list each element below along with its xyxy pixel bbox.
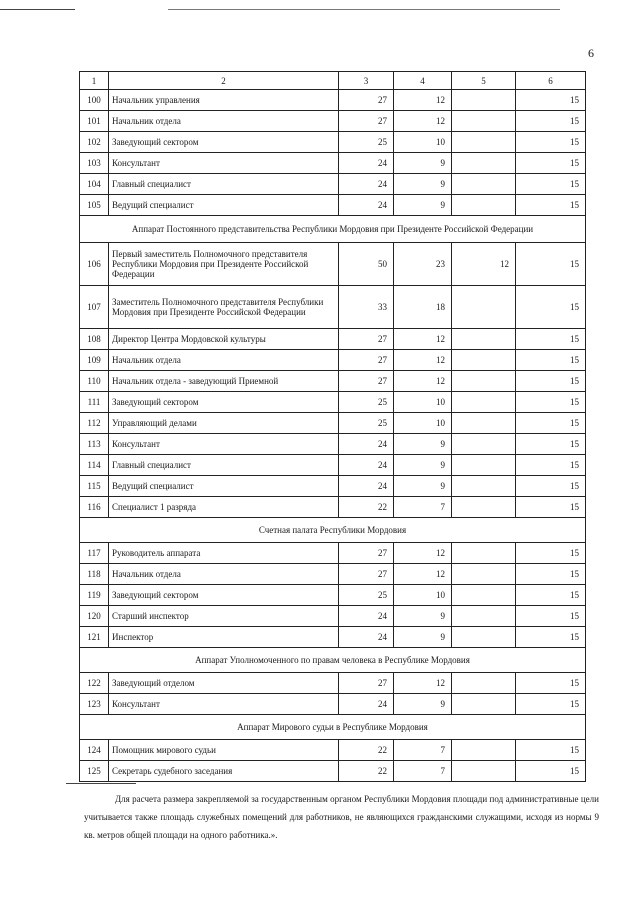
cell-col-3: 22	[339, 761, 394, 782]
cell-col-5: 12	[452, 243, 516, 286]
table-row	[80, 606, 586, 627]
cell-col-4: 9	[394, 153, 452, 174]
row-number: 121	[80, 627, 109, 648]
cell-col-6: 15	[516, 153, 586, 174]
cell-col-3: 25	[339, 392, 394, 413]
table-row	[80, 761, 586, 782]
row-number: 112	[80, 413, 109, 434]
cell-col-4: 23	[394, 243, 452, 286]
table-row	[80, 497, 586, 518]
position-name: Консультант	[109, 434, 339, 455]
row-number: 118	[80, 564, 109, 585]
position-name: Начальник отдела - заведующий Приемной	[109, 371, 339, 392]
table-row	[80, 434, 586, 455]
cell-col-5	[452, 606, 516, 627]
cell-col-3: 24	[339, 606, 394, 627]
cell-col-5	[452, 90, 516, 111]
table-row	[80, 174, 586, 195]
table-row	[80, 111, 586, 132]
footnote: Для расчета размера закрепляемой за государственным органом Республики Мордовия площади под административные цели учитывается также площадь служебных помещений для работников, не являющихся гражданскими служащими, исходя из нормы 9 кв. метров общей площади на одного работника.».	[84, 794, 599, 840]
cell-col-6: 15	[516, 585, 586, 606]
cell-col-6: 15	[516, 371, 586, 392]
row-number: 113	[80, 434, 109, 455]
cell-col-3: 27	[339, 329, 394, 350]
position-name: Секретарь судебного заседания	[109, 761, 339, 782]
cell-col-3: 27	[339, 111, 394, 132]
row-number: 125	[80, 761, 109, 782]
row-number: 111	[80, 392, 109, 413]
cell-col-5	[452, 371, 516, 392]
cell-col-6: 15	[516, 761, 586, 782]
row-number: 120	[80, 606, 109, 627]
cell-col-4: 9	[394, 606, 452, 627]
cell-col-6: 15	[516, 132, 586, 153]
row-number: 116	[80, 497, 109, 518]
cell-col-4: 12	[394, 543, 452, 564]
column-header: 6	[516, 72, 586, 90]
table-row	[80, 585, 586, 606]
cell-col-6: 15	[516, 434, 586, 455]
position-name: Старший инспектор	[109, 606, 339, 627]
column-header: 1	[80, 72, 109, 90]
row-number: 107	[80, 286, 109, 329]
cell-col-4: 10	[394, 392, 452, 413]
position-name: Ведущий специалист	[109, 476, 339, 497]
cell-col-3: 25	[339, 585, 394, 606]
cell-col-3: 22	[339, 497, 394, 518]
table-header-row	[80, 72, 586, 90]
section-title: Аппарат Мирового судьи в Республике Мордовия	[80, 715, 586, 740]
staff-area-table	[79, 71, 586, 782]
cell-col-6: 15	[516, 694, 586, 715]
cell-col-4: 12	[394, 371, 452, 392]
table-row	[80, 413, 586, 434]
cell-col-6: 15	[516, 195, 586, 216]
row-number: 104	[80, 174, 109, 195]
position-name: Главный специалист	[109, 174, 339, 195]
row-number: 115	[80, 476, 109, 497]
cell-col-6: 15	[516, 627, 586, 648]
table-row	[80, 673, 586, 694]
cell-col-5	[452, 195, 516, 216]
cell-col-4: 9	[394, 694, 452, 715]
cell-col-5	[452, 413, 516, 434]
cell-col-5	[452, 585, 516, 606]
cell-col-4: 12	[394, 564, 452, 585]
cell-col-6: 15	[516, 673, 586, 694]
cell-col-6: 15	[516, 564, 586, 585]
cell-col-3: 24	[339, 434, 394, 455]
cell-col-5	[452, 694, 516, 715]
cell-col-5	[452, 174, 516, 195]
column-header: 4	[394, 72, 452, 90]
cell-col-3: 24	[339, 627, 394, 648]
row-number: 123	[80, 694, 109, 715]
section-header-row	[80, 715, 586, 740]
cell-col-4: 12	[394, 350, 452, 371]
cell-col-5	[452, 111, 516, 132]
table-row	[80, 564, 586, 585]
cell-col-3: 27	[339, 543, 394, 564]
section-title: Счетная палата Республики Мордовия	[80, 518, 586, 543]
table-row	[80, 371, 586, 392]
position-name: Директор Центра Мордовской культуры	[109, 329, 339, 350]
cell-col-5	[452, 543, 516, 564]
cell-col-5	[452, 497, 516, 518]
cell-col-3: 24	[339, 694, 394, 715]
row-number: 105	[80, 195, 109, 216]
cell-col-4: 12	[394, 329, 452, 350]
cell-col-3: 33	[339, 286, 394, 329]
cell-col-6: 15	[516, 111, 586, 132]
column-header: 5	[452, 72, 516, 90]
cell-col-3: 27	[339, 673, 394, 694]
column-header: 2	[109, 72, 339, 90]
cell-col-3: 25	[339, 132, 394, 153]
cell-col-5	[452, 132, 516, 153]
cell-col-4: 12	[394, 111, 452, 132]
position-name: Заведующий сектором	[109, 132, 339, 153]
position-name: Заведующий сектором	[109, 392, 339, 413]
footnote-rule	[66, 783, 136, 784]
column-header: 3	[339, 72, 394, 90]
row-number: 103	[80, 153, 109, 174]
cell-col-6: 15	[516, 606, 586, 627]
section-header-row	[80, 518, 586, 543]
position-name: Руководитель аппарата	[109, 543, 339, 564]
cell-col-3: 24	[339, 455, 394, 476]
page-number: 6	[588, 46, 594, 60]
cell-col-4: 12	[394, 673, 452, 694]
section-header-row	[80, 216, 586, 243]
cell-col-4: 9	[394, 627, 452, 648]
cell-col-3: 24	[339, 476, 394, 497]
section-header-row	[80, 648, 586, 673]
cell-col-3: 22	[339, 740, 394, 761]
top-rule-left	[0, 9, 75, 10]
cell-col-3: 27	[339, 371, 394, 392]
table-row	[80, 153, 586, 174]
table-row	[80, 543, 586, 564]
cell-col-5	[452, 286, 516, 329]
cell-col-4: 10	[394, 132, 452, 153]
position-name: Управляющий делами	[109, 413, 339, 434]
cell-col-5	[452, 434, 516, 455]
position-name: Инспектор	[109, 627, 339, 648]
row-number: 102	[80, 132, 109, 153]
row-number: 114	[80, 455, 109, 476]
position-name: Первый заместитель Полномочного представителя Республики Мордовия при Президенте Российской Федерации	[109, 243, 339, 286]
cell-col-6: 15	[516, 740, 586, 761]
cell-col-5	[452, 153, 516, 174]
row-number: 110	[80, 371, 109, 392]
cell-col-4: 9	[394, 434, 452, 455]
cell-col-5	[452, 350, 516, 371]
table-row	[80, 195, 586, 216]
cell-col-6: 15	[516, 413, 586, 434]
cell-col-6: 15	[516, 174, 586, 195]
row-number: 108	[80, 329, 109, 350]
table-row	[80, 329, 586, 350]
cell-col-6: 15	[516, 90, 586, 111]
position-name: Заместитель Полномочного представителя Республики Мордовия при Президенте Российской Федерации	[109, 286, 339, 329]
cell-col-6: 15	[516, 392, 586, 413]
position-name: Начальник отдела	[109, 564, 339, 585]
cell-col-3: 27	[339, 90, 394, 111]
row-number: 124	[80, 740, 109, 761]
cell-col-4: 7	[394, 761, 452, 782]
cell-col-3: 24	[339, 153, 394, 174]
table-row	[80, 694, 586, 715]
cell-col-4: 7	[394, 740, 452, 761]
cell-col-3: 27	[339, 350, 394, 371]
cell-col-5	[452, 564, 516, 585]
row-number: 122	[80, 673, 109, 694]
row-number: 117	[80, 543, 109, 564]
cell-col-3: 50	[339, 243, 394, 286]
cell-col-4: 9	[394, 195, 452, 216]
position-name: Консультант	[109, 153, 339, 174]
cell-col-5	[452, 455, 516, 476]
table-row	[80, 350, 586, 371]
cell-col-6: 15	[516, 329, 586, 350]
cell-col-5	[452, 673, 516, 694]
position-name: Заведующий отделом	[109, 673, 339, 694]
cell-col-5	[452, 740, 516, 761]
top-rule-right	[168, 9, 560, 10]
row-number: 119	[80, 585, 109, 606]
cell-col-4: 9	[394, 455, 452, 476]
cell-col-4: 10	[394, 585, 452, 606]
position-name: Главный специалист	[109, 455, 339, 476]
row-number: 101	[80, 111, 109, 132]
cell-col-5	[452, 329, 516, 350]
cell-col-6: 15	[516, 455, 586, 476]
table-row	[80, 455, 586, 476]
cell-col-6: 15	[516, 243, 586, 286]
row-number: 100	[80, 90, 109, 111]
cell-col-3: 25	[339, 413, 394, 434]
table-row	[80, 132, 586, 153]
cell-col-5	[452, 392, 516, 413]
cell-col-4: 10	[394, 413, 452, 434]
cell-col-3: 27	[339, 564, 394, 585]
table-row	[80, 286, 586, 329]
cell-col-4: 9	[394, 476, 452, 497]
position-name: Ведущий специалист	[109, 195, 339, 216]
table-row	[80, 476, 586, 497]
cell-col-5	[452, 476, 516, 497]
cell-col-4: 9	[394, 174, 452, 195]
cell-col-5	[452, 761, 516, 782]
cell-col-4: 18	[394, 286, 452, 329]
cell-col-4: 12	[394, 90, 452, 111]
table-row	[80, 740, 586, 761]
row-number: 106	[80, 243, 109, 286]
position-name: Заведующий сектором	[109, 585, 339, 606]
position-name: Помощник мирового судьи	[109, 740, 339, 761]
cell-col-4: 7	[394, 497, 452, 518]
table-row	[80, 627, 586, 648]
position-name: Консультант	[109, 694, 339, 715]
cell-col-6: 15	[516, 497, 586, 518]
position-name: Начальник управления	[109, 90, 339, 111]
cell-col-3: 24	[339, 195, 394, 216]
position-name: Специалист 1 разряда	[109, 497, 339, 518]
position-name: Начальник отдела	[109, 350, 339, 371]
table-row	[80, 90, 586, 111]
cell-col-6: 15	[516, 286, 586, 329]
position-name: Начальник отдела	[109, 111, 339, 132]
table-row	[80, 243, 586, 286]
cell-col-6: 15	[516, 476, 586, 497]
row-number: 109	[80, 350, 109, 371]
table-row	[80, 392, 586, 413]
section-title: Аппарат Постоянного представительства Республики Мордовия при Президенте Российской Федерации	[80, 216, 586, 243]
cell-col-3: 24	[339, 174, 394, 195]
cell-col-6: 15	[516, 543, 586, 564]
cell-col-5	[452, 627, 516, 648]
cell-col-6: 15	[516, 350, 586, 371]
section-title: Аппарат Уполномоченного по правам человека в Республике Мордовия	[80, 648, 586, 673]
